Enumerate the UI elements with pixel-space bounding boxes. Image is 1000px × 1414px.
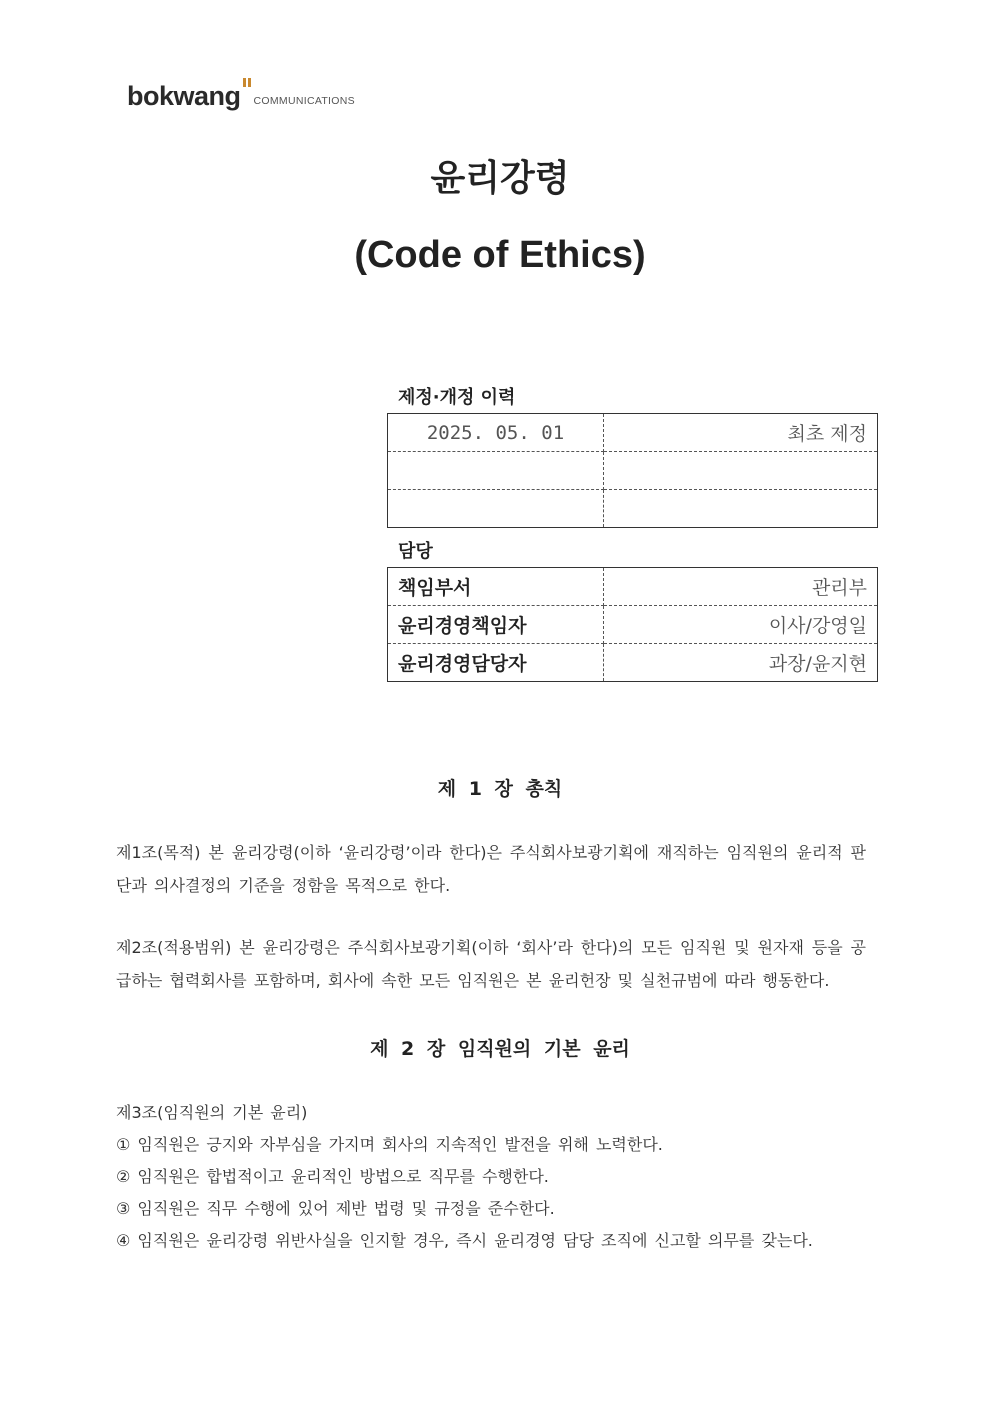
- revision-note: 최초 제정: [604, 414, 878, 452]
- responsibility-role: 윤리경영책임자: [388, 606, 604, 644]
- responsibility-table: [387, 567, 878, 682]
- article-3-item: ① 임직원은 긍지와 자부심을 가지며 회사의 지속적인 발전을 위해 노력한다.: [116, 1135, 663, 1154]
- chapter-2-title: 제 2 장 임직원의 기본 윤리: [370, 1038, 630, 1060]
- responsibility-label: 담당: [398, 541, 433, 562]
- article-3-item: ④ 임직원은 윤리강령 위반사실을 인지할 경우, 즉시 윤리경영 담당 조직에 신고할 의무를 갖는다.: [116, 1231, 813, 1250]
- table-row: [388, 414, 878, 452]
- table-row: [388, 568, 878, 606]
- table-row: [388, 644, 878, 682]
- chapter-1-title: 제 1 장 총칙: [437, 778, 563, 800]
- logo-subtitle: COMMUNICATIONS: [253, 95, 355, 107]
- table-row: [388, 606, 878, 644]
- revision-note: [604, 452, 878, 490]
- document-title-korean: 윤리강령: [430, 158, 570, 199]
- article-3-heading: 제3조(임직원의 기본 윤리): [116, 1103, 308, 1122]
- article-3-item: ② 임직원은 합법적이고 윤리적인 방법으로 직무를 수행한다.: [116, 1167, 549, 1186]
- revision-history-table: [387, 413, 878, 528]
- responsibility-value: 이사/강영일: [604, 606, 878, 644]
- revision-note: [604, 490, 878, 528]
- table-row: [388, 452, 878, 490]
- company-logo: [127, 72, 355, 111]
- logo-accent-bars: [243, 72, 253, 91]
- logo-wordmark: bokwang: [127, 81, 241, 111]
- responsibility-role: 윤리경영담당자: [388, 644, 604, 682]
- article-1: 제1조(목적) 본 윤리강령(이하 ‘윤리강령’이라 한다)은 주식회사보광기획에 재직하는 임직원의 윤리적 판단과 의사결정의 기준을 정함을 목적으로 한다.: [116, 843, 866, 895]
- responsibility-value: 과장/윤지현: [768, 653, 867, 675]
- revision-history-label: 제정·개정 이력: [398, 387, 516, 408]
- table-row: [388, 490, 878, 528]
- article-2: 제2조(적용범위) 본 윤리강령은 주식회사보광기획(이하 ‘회사’라 한다)의 모든 임직원 및 원자재 등을 공급하는 협력회사를 포함하며, 회사에 속한 모든 임직원은 본 윤리헌장 및 실천규범에 따라 행동한다.: [116, 938, 866, 990]
- responsibility-value: 관리부: [604, 568, 878, 606]
- revision-date: [388, 490, 604, 528]
- revision-date: [388, 452, 604, 490]
- revision-date: 2025. 05. 01: [388, 414, 604, 452]
- responsibility-role: 책임부서: [388, 568, 604, 606]
- document-title-english: (Code of Ethics): [354, 234, 646, 276]
- article-3-item: ③ 임직원은 직무 수행에 있어 제반 법령 및 규정을 준수한다.: [116, 1199, 555, 1218]
